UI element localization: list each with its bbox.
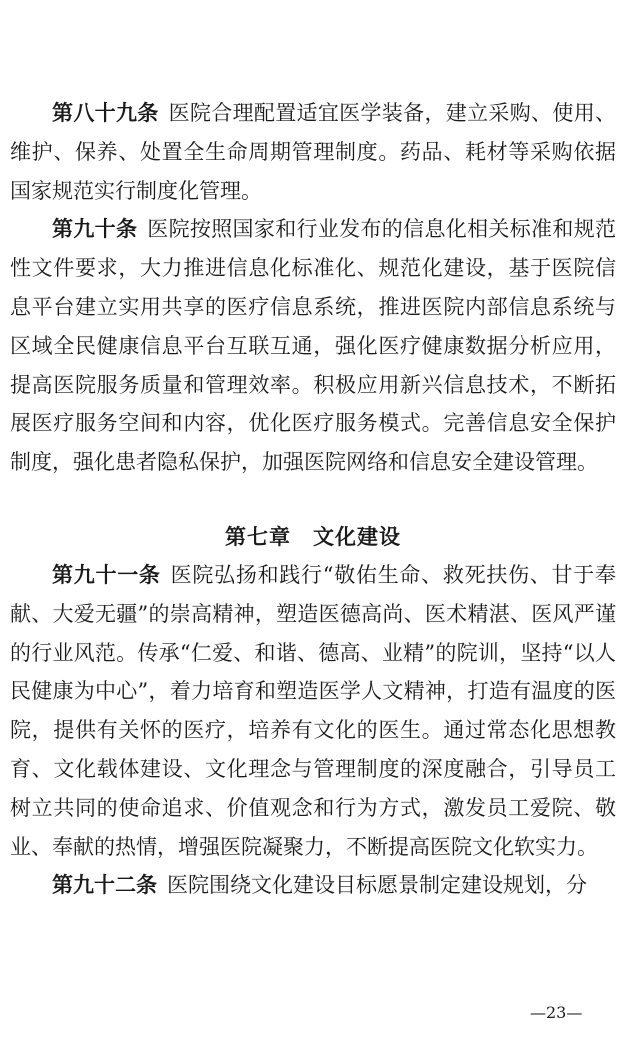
chapter-number: 第七章: [225, 524, 291, 549]
article-89: [10, 94, 616, 210]
article-91: [10, 556, 616, 866]
page-content: [10, 94, 616, 905]
article-label: 第八十九条: [52, 101, 159, 125]
article-label: 第九十条: [52, 217, 138, 242]
article-92: [10, 866, 616, 905]
article-text: 医院合理配置适宜医学装备，建立采购、使用、维护、保养、处置全生命周期管理制度。药品、耗材等采购依据国家规范实行制度化管理。: [10, 101, 617, 203]
article-90: [10, 210, 616, 482]
page-number: —23—: [530, 1003, 583, 1022]
article-text: 医院按照国家和行业发布的信息化相关标准和规范性文件要求，大力推进信息化标准化、规范化建设，基于医院信息平台建立实用共享的医疗信息系统，推进医院内部信息系统与区域全民健康信息平台互联互通，强化医疗健康数据分析应用，提高医院服务质量和管理效率。积极应用新兴信息技术，不断拓展医疗服务空间和内容，优化医疗服务模式。完善信息安全保护制度，强化患者隐私保护，加强医院网络和信息安全建设管理。: [10, 217, 616, 475]
chapter-heading: [10, 518, 616, 556]
article-text: 医院弘扬和践行“敬佑生命、救死扶伤、甘于奉献、大爱无疆”的崇高精神，塑造医德高尚、医术精湛、医风严谨的行业风范。传承“仁爱、和谐、德高、业精”的院训，坚持“以人民健康为中心”，着力培育和塑造医学人文精神，打造有温度的医院，提供有关怀的医疗，培养有文化的医生。通过常态化思想教育、文化载体建设、文化理念与管理制度的深度融合，引导员工树立共同的使命追求、价值观念和行为方式，激发员工爱院、敬业、奉献的热情，增强医院凝聚力，不断提高医院文化软实力。: [10, 562, 617, 859]
article-text: 医院围绕文化建设目标愿景制定建设规划，分: [167, 873, 587, 898]
article-label: 第九十一条: [52, 562, 161, 587]
chapter-title: 文化建设: [313, 524, 401, 549]
article-label: 第九十二条: [52, 873, 157, 898]
